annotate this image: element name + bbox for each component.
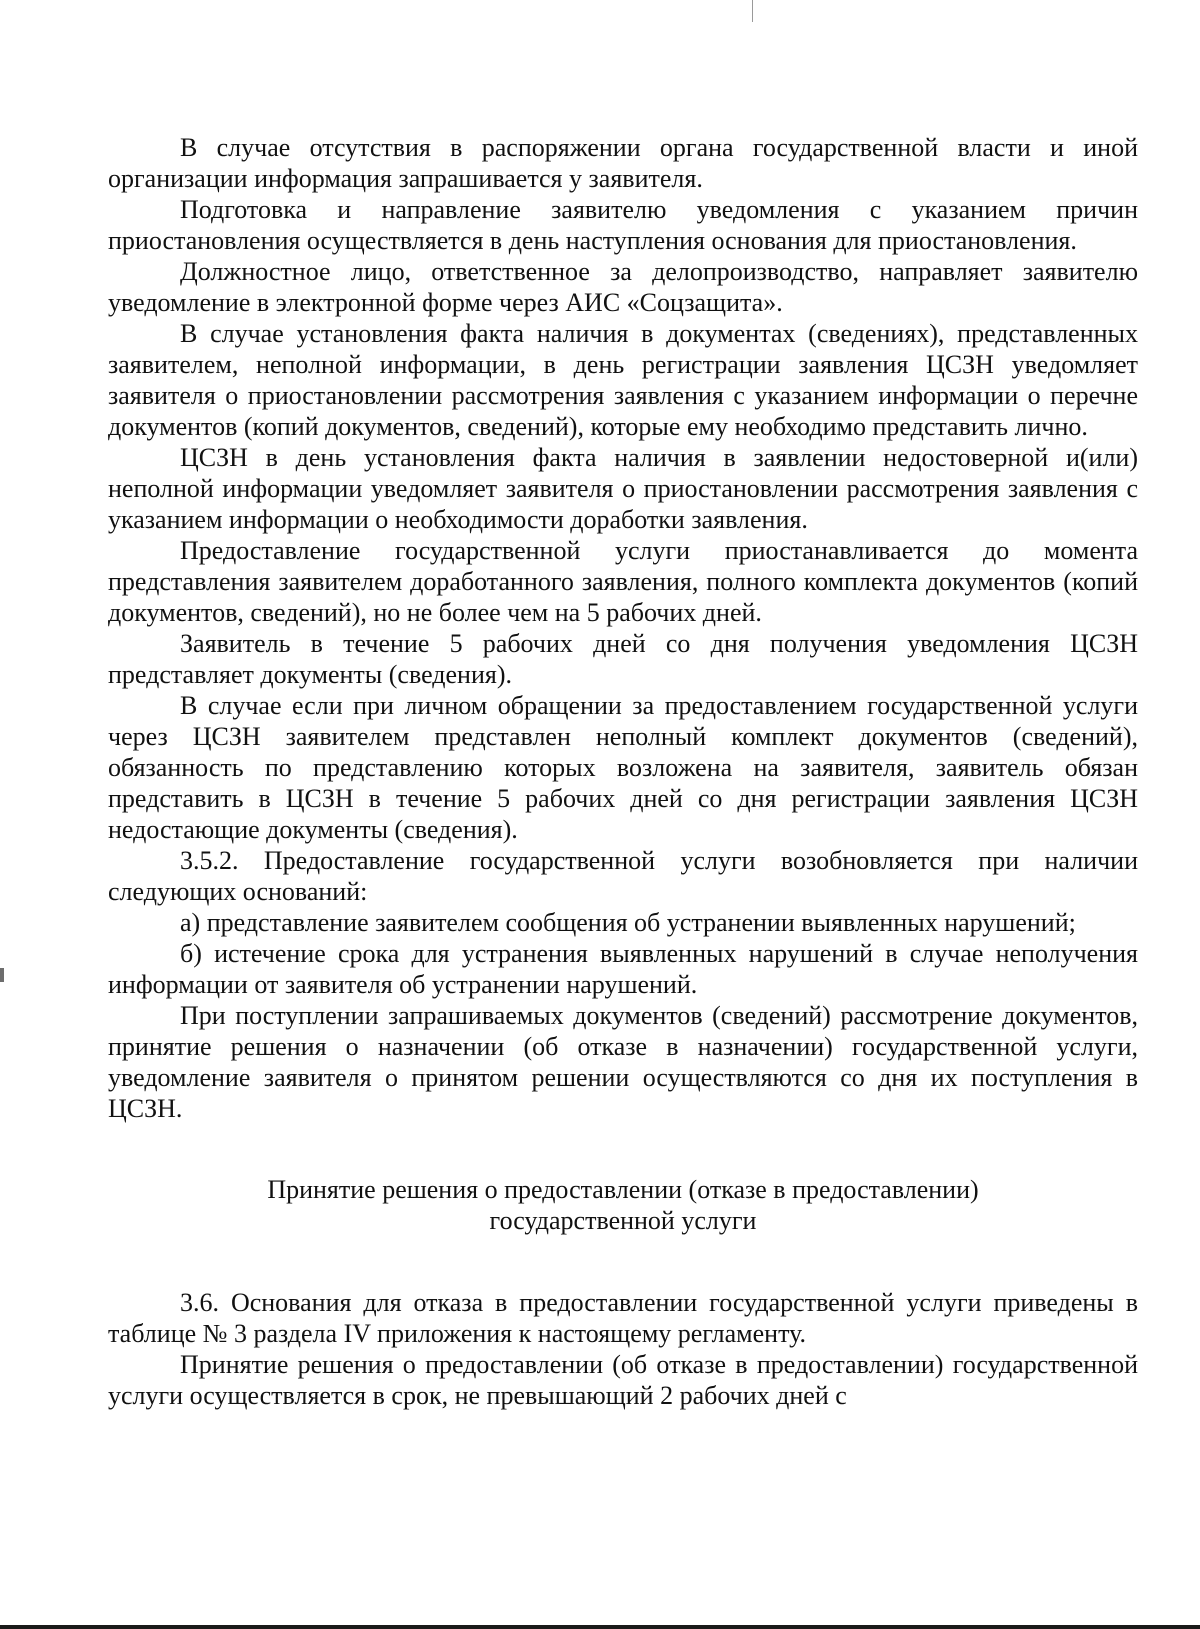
paragraph-section-3-5-2: 3.5.2. Предоставление государственной услуги возобновляется при наличии следующих оснований: bbox=[108, 846, 1138, 906]
paragraph-unreliable-info: ЦСЗН в день установления факта наличия в заявлении недостоверной и(или) неполной информации уведомляет заявителя о приостановлении рассмотрения заявления с указанием информации о необходимости доработки заявления. bbox=[108, 443, 1138, 534]
scan-edge-bottom bbox=[0, 1625, 1200, 1629]
section-heading-line2: государственной услуги bbox=[489, 1206, 757, 1235]
paragraph-incomplete-info: В случае установления факта наличия в документах (сведениях), представленных заявителем, неполной информации, в день регистрации заявления ЦСЗН уведомляет заявителя о приостановлении рассмотрения заявления с указанием информации о перечне документов (копий документов, сведений), которые ему необходимо представить лично. bbox=[108, 319, 1138, 441]
paragraph-section-3-6: 3.6. Основания для отказа в предоставлении государственной услуги приведены в таблице № 3 раздела IV приложения к настоящему регламенту. bbox=[108, 1288, 1138, 1348]
paragraph-applicant-deadline: Заявитель в течение 5 рабочих дней со дня получения уведомления ЦСЗН представляет документы (сведения). bbox=[108, 629, 1138, 689]
document-page bbox=[108, 132, 1138, 1411]
paragraph-official-notice: Должностное лицо, ответственное за делопроизводство, направляет заявителю уведомление в электронной форме через АИС «Соцзащита». bbox=[108, 257, 1138, 317]
paragraph-item-a: а) представление заявителем сообщения об устранении выявленных нарушений; bbox=[180, 908, 1076, 937]
paragraph-item-b: б) истечение срока для устранения выявленных нарушений в случае неполучения информации от заявителя об устранении нарушений. bbox=[108, 939, 1138, 999]
section-heading-line1: Принятие решения о предоставлении (отказе в предоставлении) bbox=[267, 1175, 979, 1204]
paragraph-documents-received: При поступлении запрашиваемых документов (сведений) рассмотрение документов, принятие решения о назначении (об отказе в назначении) государственной услуги, уведомление заявителя о принятом решении осуществляются со дня их поступления в ЦСЗН. bbox=[108, 1001, 1138, 1123]
paragraph-personal-appeal: В случае если при личном обращении за предоставлением государственной услуги через ЦСЗН заявителем представлен неполный комплект документов (сведений), обязанность по представлению которых возложена на заявителя, заявитель обязан представить в ЦСЗН в течение 5 рабочих дней со дня регистрации заявления ЦСЗН недостающие документы (сведения). bbox=[108, 691, 1138, 844]
paragraph-suspension-notice: Подготовка и направление заявителю уведомления с указанием причин приостановления осуществляется в день наступления основания для приостановления. bbox=[108, 195, 1138, 255]
section-heading bbox=[108, 1174, 1138, 1236]
paragraph-info-request: В случае отсутствия в распоряжении органа государственной власти и иной организации информация запрашивается у заявителя. bbox=[108, 133, 1138, 193]
scan-artifact-top bbox=[752, 0, 753, 22]
paragraph-decision-term: Принятие решения о предоставлении (об отказе в предоставлении) государственной услуги осуществляется в срок, не превышающий 2 рабочих дней с bbox=[108, 1350, 1138, 1410]
paragraph-suspension-term: Предоставление государственной услуги приостанавливается до момента представления заявителем доработанного заявления, полного комплекта документов (копий документов, сведений), но не более чем на 5 рабочих дней. bbox=[108, 536, 1138, 627]
scan-artifact-left bbox=[0, 968, 4, 982]
